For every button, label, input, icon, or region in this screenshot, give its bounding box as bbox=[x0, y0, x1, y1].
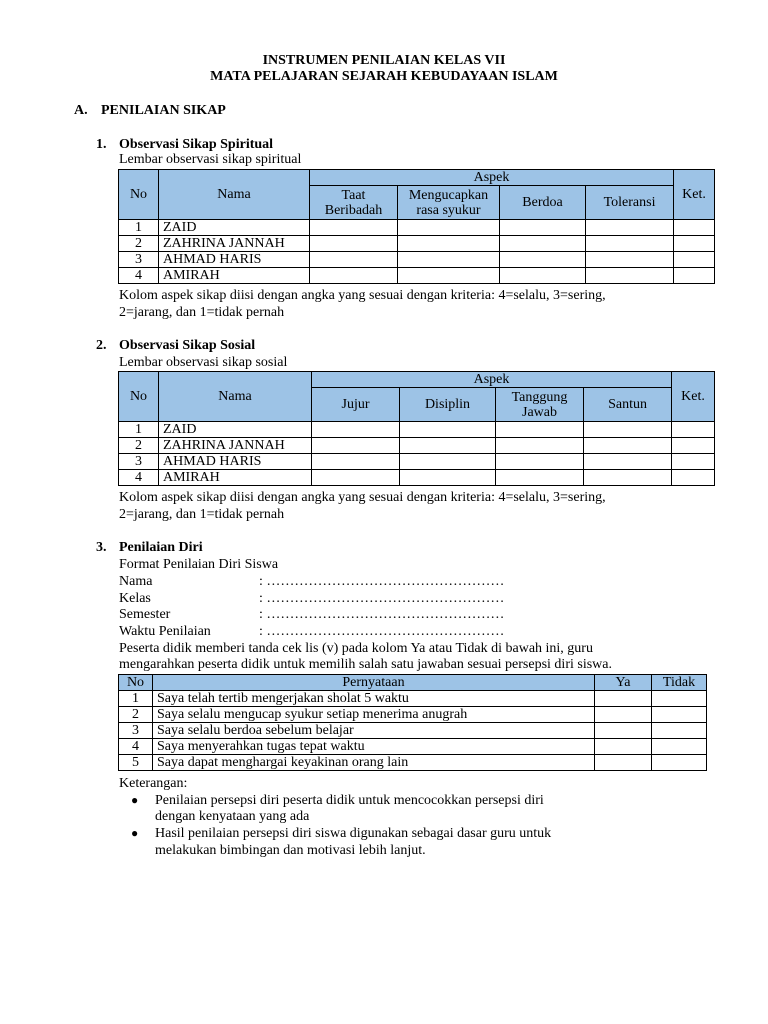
col-header-ket: Ket. bbox=[674, 170, 715, 220]
row-nama: AHMAD HARIS bbox=[159, 454, 312, 470]
table-row bbox=[119, 739, 707, 755]
diri-marker: 3. bbox=[96, 540, 107, 555]
diri-instruction-line2: mengarahkan peserta didik untuk memilih salah satu jawaban sesuai persepsi diri siswa. bbox=[119, 657, 612, 672]
bullet-2-line1: Hasil penilaian persepsi diri siswa digunakan sebagai dasar guru untuk bbox=[155, 826, 552, 841]
score-cell[interactable] bbox=[586, 268, 674, 284]
ket-cell[interactable] bbox=[672, 422, 715, 438]
ket-cell[interactable] bbox=[674, 268, 715, 284]
field-label-waktu: Waktu Penilaian bbox=[119, 624, 211, 639]
row-nama: ZAHRINA JANNAH bbox=[159, 236, 310, 252]
row-nama: ZAID bbox=[159, 422, 312, 438]
field-value-semester[interactable]: : …………………………………………… bbox=[259, 607, 505, 622]
row-no: 2 bbox=[119, 438, 159, 454]
row-no: 2 bbox=[119, 236, 159, 252]
ket-cell[interactable] bbox=[674, 252, 715, 268]
col-header-nama: Nama bbox=[159, 372, 312, 422]
diri-instruction-line1: Peserta didik memberi tanda cek lis (v) pada kolom Ya atau Tidak di bawah ini, guru bbox=[119, 641, 593, 656]
sosial-table bbox=[118, 371, 715, 486]
section-a-marker: A. bbox=[74, 103, 88, 118]
score-cell[interactable] bbox=[312, 470, 400, 486]
field-label-semester: Semester bbox=[119, 607, 171, 622]
sosial-subtitle: Lembar observasi sikap sosial bbox=[119, 355, 288, 370]
spiritual-note-line1: Kolom aspek sikap diisi dengan angka yang sesuai dengan kriteria: 4=selalu, 3=sering, bbox=[119, 288, 606, 303]
score-cell[interactable] bbox=[400, 454, 496, 470]
score-cell[interactable] bbox=[584, 454, 672, 470]
bullet-1-line1: Penilaian persepsi diri peserta didik untuk mencocokkan persepsi diri bbox=[155, 793, 544, 808]
col-header-taat-beribadah: Taat Beribadah bbox=[310, 186, 398, 220]
row-nama: ZAHRINA JANNAH bbox=[159, 438, 312, 454]
col-header-no: No bbox=[119, 372, 159, 422]
row-no: 1 bbox=[119, 691, 153, 707]
score-cell[interactable] bbox=[584, 438, 672, 454]
table-row bbox=[119, 691, 707, 707]
bullet-icon: ● bbox=[131, 826, 139, 840]
score-cell[interactable] bbox=[400, 438, 496, 454]
col-header-pernyataan: Pernyataan bbox=[153, 675, 595, 691]
score-cell[interactable] bbox=[500, 220, 586, 236]
ket-cell[interactable] bbox=[672, 470, 715, 486]
sosial-note-line1: Kolom aspek sikap diisi dengan angka yang sesuai dengan kriteria: 4=selalu, 3=sering, bbox=[119, 490, 606, 505]
score-cell[interactable] bbox=[398, 252, 500, 268]
col-header-jujur: Jujur bbox=[312, 388, 400, 422]
score-cell[interactable] bbox=[400, 422, 496, 438]
row-no: 2 bbox=[119, 707, 153, 723]
col-header-aspek: Aspek bbox=[312, 372, 672, 388]
table-row bbox=[119, 252, 715, 268]
row-no: 4 bbox=[119, 739, 153, 755]
score-cell[interactable] bbox=[500, 252, 586, 268]
bullet-icon: ● bbox=[131, 793, 139, 807]
row-statement: Saya menyerahkan tugas tepat waktu bbox=[153, 739, 595, 755]
tidak-cell[interactable] bbox=[652, 739, 707, 755]
table-row bbox=[119, 454, 715, 470]
tidak-cell[interactable] bbox=[652, 723, 707, 739]
ket-cell[interactable] bbox=[674, 236, 715, 252]
ya-cell[interactable] bbox=[595, 723, 652, 739]
score-cell[interactable] bbox=[500, 268, 586, 284]
row-no: 3 bbox=[119, 723, 153, 739]
row-nama: AMIRAH bbox=[159, 268, 310, 284]
score-cell[interactable] bbox=[586, 236, 674, 252]
score-cell[interactable] bbox=[496, 422, 584, 438]
spiritual-marker: 1. bbox=[96, 137, 107, 152]
sosial-note-line2: 2=jarang, dan 1=tidak pernah bbox=[119, 507, 285, 522]
ket-cell[interactable] bbox=[672, 438, 715, 454]
keterangan-label: Keterangan: bbox=[119, 776, 188, 791]
score-cell[interactable] bbox=[586, 220, 674, 236]
col-header-tidak: Tidak bbox=[652, 675, 707, 691]
col-header-no: No bbox=[119, 675, 153, 691]
field-label-kelas: Kelas bbox=[119, 591, 151, 606]
col-header-ket: Ket. bbox=[672, 372, 715, 422]
table-row bbox=[119, 707, 707, 723]
table-row bbox=[119, 220, 715, 236]
row-no: 4 bbox=[119, 268, 159, 284]
col-header-no: No bbox=[119, 170, 159, 220]
field-value-waktu[interactable]: : …………………………………………… bbox=[259, 624, 505, 639]
table-row bbox=[119, 723, 707, 739]
row-no: 1 bbox=[119, 422, 159, 438]
score-cell[interactable] bbox=[400, 470, 496, 486]
bullet-1-line2: dengan kenyataan yang ada bbox=[155, 809, 310, 824]
ya-cell[interactable] bbox=[595, 739, 652, 755]
sosial-heading: Observasi Sikap Sosial bbox=[119, 338, 256, 353]
ket-cell[interactable] bbox=[674, 220, 715, 236]
tidak-cell[interactable] bbox=[652, 707, 707, 723]
table-row bbox=[119, 755, 707, 771]
row-statement: Saya selalu mengucap syukur setiap menerima anugrah bbox=[153, 707, 595, 723]
row-no: 3 bbox=[119, 252, 159, 268]
score-cell[interactable] bbox=[496, 438, 584, 454]
row-statement: Saya selalu berdoa sebelum belajar bbox=[153, 723, 595, 739]
spiritual-subtitle: Lembar observasi sikap spiritual bbox=[119, 152, 302, 167]
score-cell[interactable] bbox=[398, 220, 500, 236]
bullet-2-line2: melakukan bimbingan dan motivasi lebih lanjut. bbox=[155, 843, 426, 858]
score-cell[interactable] bbox=[312, 422, 400, 438]
col-header-tanggung-jawab: Tanggung Jawab bbox=[496, 388, 584, 422]
col-header-aspek: Aspek bbox=[310, 170, 674, 186]
score-cell[interactable] bbox=[310, 268, 398, 284]
row-no: 1 bbox=[119, 220, 159, 236]
row-statement: Saya telah tertib mengerjakan sholat 5 waktu bbox=[153, 691, 595, 707]
doc-title-line1: INSTRUMEN PENILAIAN KELAS VII bbox=[262, 53, 506, 68]
table-row bbox=[119, 438, 715, 454]
col-header-ya: Ya bbox=[595, 675, 652, 691]
spiritual-heading: Observasi Sikap Spiritual bbox=[119, 137, 274, 152]
score-cell[interactable] bbox=[584, 422, 672, 438]
ya-cell[interactable] bbox=[595, 691, 652, 707]
row-nama: AHMAD HARIS bbox=[159, 252, 310, 268]
diri-heading: Penilaian Diri bbox=[119, 540, 203, 555]
row-no: 5 bbox=[119, 755, 153, 771]
row-no: 3 bbox=[119, 454, 159, 470]
row-nama: AMIRAH bbox=[159, 470, 312, 486]
row-statement: Saya dapat menghargai keyakinan orang lain bbox=[153, 755, 595, 771]
score-cell[interactable] bbox=[310, 252, 398, 268]
col-header-nama: Nama bbox=[159, 170, 310, 220]
score-cell[interactable] bbox=[312, 454, 400, 470]
diri-subtitle: Format Penilaian Diri Siswa bbox=[119, 557, 279, 572]
col-header-santun: Santun bbox=[584, 388, 672, 422]
score-cell[interactable] bbox=[398, 236, 500, 252]
field-value-nama[interactable]: : …………………………………………… bbox=[259, 574, 505, 589]
score-cell[interactable] bbox=[496, 454, 584, 470]
spiritual-table bbox=[118, 169, 715, 284]
spiritual-note-line2: 2=jarang, dan 1=tidak pernah bbox=[119, 305, 285, 320]
score-cell[interactable] bbox=[496, 470, 584, 486]
score-cell[interactable] bbox=[310, 236, 398, 252]
score-cell[interactable] bbox=[586, 252, 674, 268]
col-header-mengucapkan-rasa-syukur: Mengucapkan rasa syukur bbox=[398, 186, 500, 220]
table-row bbox=[119, 422, 715, 438]
score-cell[interactable] bbox=[584, 470, 672, 486]
score-cell[interactable] bbox=[310, 220, 398, 236]
row-nama: ZAID bbox=[159, 220, 310, 236]
field-value-kelas[interactable]: : …………………………………………… bbox=[259, 591, 505, 606]
ket-cell[interactable] bbox=[672, 454, 715, 470]
table-row bbox=[119, 236, 715, 252]
ya-cell[interactable] bbox=[595, 755, 652, 771]
row-no: 4 bbox=[119, 470, 159, 486]
diri-table bbox=[118, 674, 707, 771]
col-header-disiplin: Disiplin bbox=[400, 388, 496, 422]
table-row bbox=[119, 268, 715, 284]
ya-cell[interactable] bbox=[595, 707, 652, 723]
section-a-heading: PENILAIAN SIKAP bbox=[101, 103, 226, 118]
score-cell[interactable] bbox=[500, 236, 586, 252]
col-header-toleransi: Toleransi bbox=[586, 186, 674, 220]
table-row bbox=[119, 470, 715, 486]
sosial-marker: 2. bbox=[96, 338, 107, 353]
score-cell[interactable] bbox=[398, 268, 500, 284]
field-label-nama: Nama bbox=[119, 574, 153, 589]
doc-title-line2: MATA PELAJARAN SEJARAH KEBUDAYAAN ISLAM bbox=[210, 69, 558, 84]
score-cell[interactable] bbox=[312, 438, 400, 454]
tidak-cell[interactable] bbox=[652, 691, 707, 707]
col-header-berdoa: Berdoa bbox=[500, 186, 586, 220]
tidak-cell[interactable] bbox=[652, 755, 707, 771]
